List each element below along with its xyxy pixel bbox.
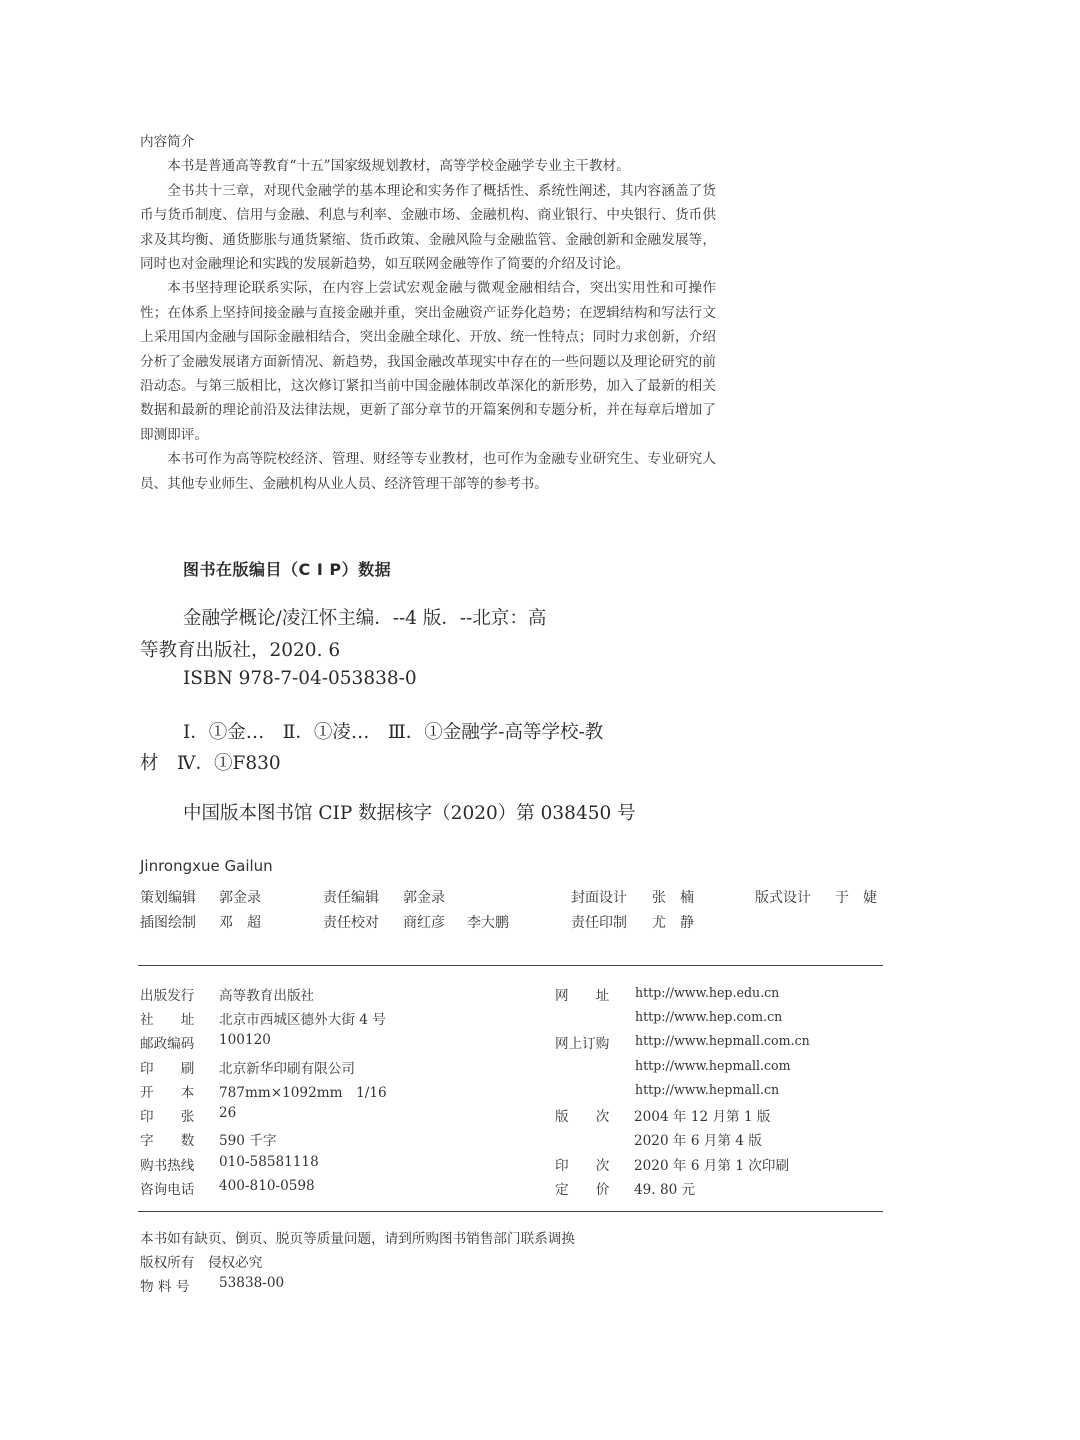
address: 北京市西城区德外大街 4 号: [219, 1012, 386, 1028]
cip-line-1: 金融学概论/凌江怀主编．--4 版．--北京：高: [183, 608, 547, 629]
planning-editor: 郭金录: [219, 890, 261, 906]
intro-heading: 内容简介: [140, 134, 195, 150]
online-order-3[interactable]: http://www.hepmall.cn: [635, 1082, 780, 1097]
illustration-label: 插图绘制: [140, 915, 196, 931]
online-order-1[interactable]: http://www.hepmall.com.cn: [635, 1033, 810, 1048]
postcode-label: 邮政编码: [140, 1036, 195, 1052]
planning-editor-label: 策划编辑: [140, 890, 196, 906]
cip-record-number: 中国版本图书馆 CIP 数据核字（2020）第 038450 号: [183, 803, 636, 824]
format: 787mm×1092mm 1/16: [219, 1085, 387, 1101]
hotline: 010-58581118: [219, 1154, 319, 1170]
website-1[interactable]: http://www.hep.edu.cn: [635, 985, 780, 1000]
printing-supervisor-label: 责任印制: [571, 915, 627, 931]
printer: 北京新华印刷有限公司: [219, 1061, 355, 1077]
book-introduction: [140, 130, 716, 496]
cip-line-2: 等教育出版社，2020. 6: [140, 640, 341, 661]
printer-label: 印 刷: [140, 1061, 195, 1077]
consult-phone-label: 咨询电话: [140, 1182, 195, 1198]
responsible-editor: 郭金录: [403, 890, 445, 906]
divider-bottom: [138, 1211, 883, 1212]
layout-design: 于 婕: [835, 890, 877, 906]
cip-heading: 图书在版编目（C I P）数据: [183, 560, 392, 579]
proofreading-label: 责任校对: [323, 915, 379, 931]
website-label: 网 址: [555, 988, 610, 1004]
word-count: 590 千字: [219, 1133, 277, 1149]
postcode: 100120: [219, 1032, 271, 1048]
divider-top: [138, 965, 883, 966]
cover-design-label: 封面设计: [571, 890, 627, 906]
responsible-editor-label: 责任编辑: [323, 890, 379, 906]
hotline-label: 购书热线: [140, 1158, 195, 1174]
edition-1: 2004 年 12 月第 1 版: [634, 1109, 771, 1125]
publisher: 高等教育出版社: [219, 988, 315, 1004]
impression-label: 印 次: [555, 1158, 610, 1174]
material-number-label: 物 料 号: [140, 1279, 190, 1295]
sheets-label: 印 张: [140, 1109, 195, 1125]
cip-classification-2: 材 Ⅳ．①F830: [140, 753, 281, 774]
intro-paragraph-3: 本书坚持理论联系实际，在内容上尝试宏观金融与微观金融相结合，突出实用性和可操作性；在体系上坚持间接金融与直接金融并重，突出金融资产证券化趋势；在逻辑结构和写法行文上采用国内金融与国际金融相结合，突出金融全球化、开放、统一性特点；同时力求创新，介绍分析了金融发展诸方面新情况、新趋势，我国金融改革现实中存在的一些问题以及理论研究的前沿动态。与第三版相比，这次修订紧扣当前中国金融体制改革深化的新形势，加入了最新的相关数据和最新的理论前沿及法律法规，更新了部分章节的开篇案例和专题分析，并在每章后增加了即测即评。: [140, 280, 716, 443]
consult-phone: 400-810-0598: [219, 1178, 315, 1194]
quality-notice: 本书如有缺页、倒页、脱页等质量问题，请到所购图书销售部门联系调换: [140, 1231, 575, 1247]
website-2[interactable]: http://www.hep.com.cn: [635, 1009, 783, 1024]
cip-isbn: ISBN 978-7-04-053838-0: [183, 668, 417, 689]
publisher-label: 出版发行: [140, 988, 195, 1004]
material-number: 53838-00: [219, 1275, 285, 1291]
price-label: 定 价: [555, 1182, 610, 1198]
layout-design-label: 版式设计: [755, 890, 811, 906]
copyright-notice: 版权所有 侵权必究: [140, 1255, 263, 1271]
word-count-label: 字 数: [140, 1133, 195, 1149]
price: 49. 80 元: [634, 1182, 696, 1198]
sheets: 26: [219, 1105, 237, 1121]
intro-paragraph-2: 全书共十三章，对现代金融学的基本理论和实务作了概括性、系统性阐述，其内容涵盖了货币与货币制度、信用与金融、利息与利率、金融市场、金融机构、商业银行、中央银行、货币供求及其均衡、通货膨胀与通货紧缩、货币政策、金融风险与金融监管、金融创新和金融发展等，同时也对金融理论和实践的发展新趋势，如互联网金融等作了简要的介绍及讨论。: [140, 182, 716, 273]
edition-2: 2020 年 6 月第 4 版: [634, 1133, 762, 1149]
edition-label: 版 次: [555, 1109, 610, 1125]
cover-design: 张 楠: [652, 890, 694, 906]
online-order-2[interactable]: http://www.hepmall.com: [635, 1058, 791, 1073]
proofreader-2: 李大鹏: [467, 915, 509, 931]
cip-classification-1: Ⅰ．①金… Ⅱ．①凌… Ⅲ．①金融学-高等学校-教: [183, 722, 604, 743]
proofreader-1: 商红彦: [403, 915, 445, 931]
address-label: 社 址: [140, 1012, 195, 1028]
format-label: 开 本: [140, 1085, 195, 1101]
impression: 2020 年 6 月第 1 次印刷: [634, 1158, 790, 1174]
intro-paragraph-4: 本书可作为高等院校经济、管理、财经等专业教材，也可作为金融专业研究生、专业研究人员、其他专业师生、金融机构从业人员、经济管理干部等的参考书。: [140, 451, 716, 492]
illustration: 邓 超: [219, 915, 261, 931]
online-order-label: 网上订购: [555, 1036, 610, 1052]
pinyin-title: Jinrongxue Gailun: [140, 857, 273, 875]
printing-supervisor: 尤 静: [652, 915, 694, 931]
intro-paragraph-1: 本书是普通高等教育“十五”国家级规划教材，高等学校金融学专业主干教材。: [167, 158, 630, 175]
